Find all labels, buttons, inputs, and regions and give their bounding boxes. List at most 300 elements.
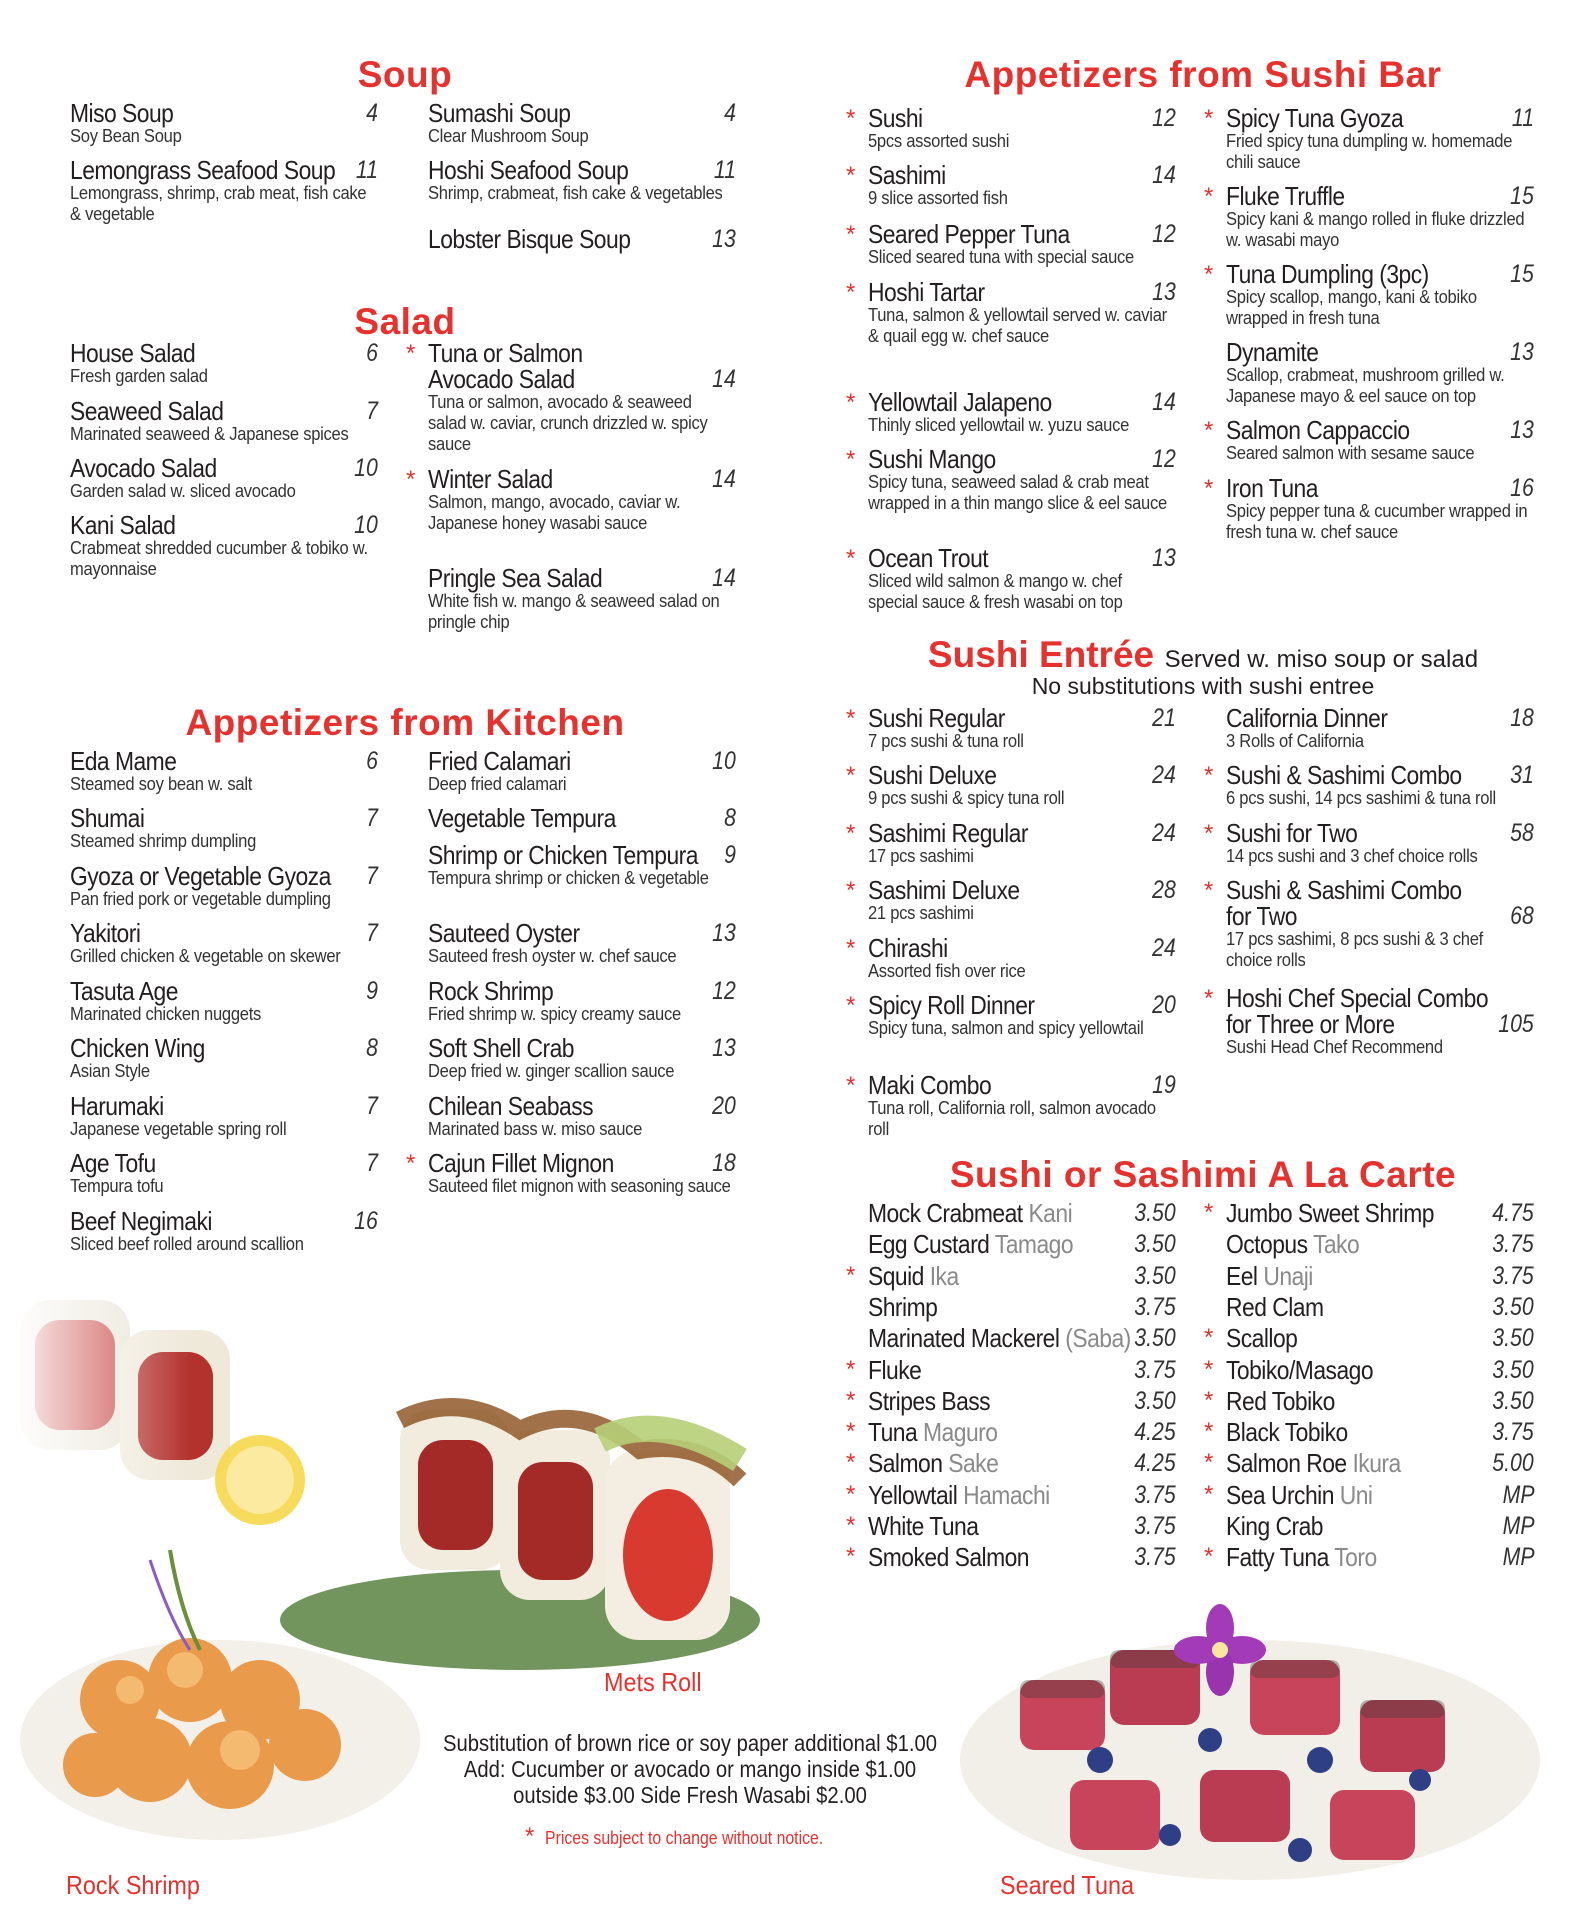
item-description: Fried shrimp w. spicy creamy sauce <box>428 1004 681 1024</box>
item-name: California Dinner <box>1226 703 1388 733</box>
entree-header <box>868 635 1538 675</box>
item-name: Pringle Sea Salad <box>428 563 603 593</box>
alacarte-item <box>846 1354 1176 1387</box>
recommend-star: * <box>846 389 856 416</box>
item-name: Sumashi Soup <box>428 98 571 128</box>
recommend-star: * <box>846 705 856 732</box>
alacarte-price: 3.75 <box>1134 1512 1176 1540</box>
recommend-star: * <box>1204 1418 1214 1446</box>
recommend-star: * <box>1204 820 1214 847</box>
item-name: Soft Shell Crab <box>428 1033 574 1063</box>
item-price: 16 <box>1510 474 1534 502</box>
seared-tuna-label: Seared Tuna <box>1000 1870 1135 1900</box>
menu-item <box>1204 415 1534 464</box>
alacarte-item <box>1204 1448 1534 1480</box>
alacarte-japanese-name: Ika <box>929 1260 959 1291</box>
alacarte-name-group <box>868 1481 1139 1509</box>
item-description: Tempura shrimp or chicken & vegetable <box>428 868 709 888</box>
menu-item <box>70 100 378 147</box>
item-description: Thinly sliced yellowtail w. yuzu sauce <box>868 415 1130 435</box>
alacarte-name: Tuna <box>868 1417 918 1448</box>
alacarte-name-group <box>1226 1230 1497 1258</box>
menu-item <box>846 933 1176 982</box>
item-description: Assorted fish over rice <box>868 961 1026 981</box>
menu-item <box>70 1093 378 1140</box>
item-price: 6 <box>366 747 378 775</box>
disclaimer-text: Prices subject to change without notice. <box>544 1828 824 1848</box>
entree-title: Sushi Entrée <box>927 634 1155 675</box>
item-name: Sushi for Two <box>1226 818 1358 848</box>
item-name: Eda Mame <box>70 746 177 776</box>
item-description: 7 pcs sushi & tuna roll <box>868 731 1024 751</box>
recommend-star: * <box>1204 1449 1214 1477</box>
item-price: 11 <box>1511 104 1534 132</box>
menu-item <box>846 387 1176 436</box>
alacarte-name: Shrimp <box>868 1291 938 1322</box>
recommend-star: * <box>406 340 416 367</box>
alacarte-name: Fluke <box>868 1354 922 1385</box>
recommend-star: * <box>846 1512 856 1539</box>
alacarte-name-group <box>868 1387 1139 1415</box>
recommend-star: * <box>846 1543 856 1571</box>
alacarte-name: Salmon <box>868 1448 943 1479</box>
item-price: 19 <box>1152 1071 1176 1099</box>
item-price: 14 <box>712 365 736 393</box>
item-description: Sushi Head Chef Recommend <box>1226 1037 1443 1057</box>
menu-item <box>846 160 1176 209</box>
menu-item <box>428 805 736 831</box>
alacarte-name: Marinated Mackerel <box>868 1323 1060 1354</box>
item-price: 15 <box>1510 182 1534 210</box>
item-price: 31 <box>1510 761 1534 789</box>
alacarte-price: 4.25 <box>1134 1418 1176 1447</box>
item-description: Sauteed fresh oyster w. chef sauce <box>428 946 677 966</box>
alacarte-name-group <box>1226 1481 1497 1509</box>
mets-roll-label: Mets Roll <box>604 1667 702 1697</box>
item-price: 18 <box>712 1149 736 1177</box>
recommend-star: * <box>1204 105 1214 132</box>
menu-item <box>428 920 736 967</box>
alacarte-name-group <box>868 1512 1139 1540</box>
alacarte-item <box>1226 1262 1534 1293</box>
menu-item <box>1204 875 1534 971</box>
item-description: 3 Rolls of California <box>1226 731 1364 751</box>
item-description: Spicy pepper tuna & cucumber wrapped in fresh tuna w. chef sauce <box>1226 501 1528 542</box>
alacarte-price: 3.50 <box>1134 1261 1176 1290</box>
alacarte-item <box>846 1542 1176 1574</box>
alacarte-name: King Crab <box>1226 1511 1323 1541</box>
recommend-star: * <box>1204 183 1214 210</box>
item-name: Chilean Seabass <box>428 1091 594 1121</box>
alacarte-price: MP <box>1502 1480 1534 1509</box>
alacarte-item <box>846 1385 1176 1418</box>
menu-item <box>406 464 736 534</box>
alacarte-name: Stripes Bass <box>868 1385 991 1416</box>
item-description: Salmon, mango, avocado, caviar w. Japanese honey wasabi sauce <box>428 492 681 533</box>
item-name: Rock Shrimp <box>428 976 554 1006</box>
item-name: Fried Calamari <box>428 746 571 776</box>
alacarte-price: 3.75 <box>1492 1230 1534 1259</box>
item-name: Iron Tuna <box>1226 473 1318 503</box>
item-name: Miso Soup <box>70 98 174 128</box>
item-description: Tempura tofu <box>70 1176 164 1196</box>
item-name: Hoshi Chef Special Combo <box>1226 983 1489 1013</box>
alacarte-price: 5.00 <box>1492 1449 1534 1478</box>
item-name: Tasuta Age <box>70 976 178 1006</box>
alacarte-price: 4.25 <box>1134 1449 1176 1478</box>
item-price: 7 <box>366 804 378 832</box>
menu-item <box>846 875 1176 924</box>
alacarte-name-group <box>868 1262 1139 1290</box>
item-name: Tuna or Salmon <box>428 338 583 368</box>
alacarte-item <box>846 1511 1176 1543</box>
item-price: 7 <box>366 397 378 425</box>
item-name: Beef Negimaki <box>70 1206 212 1236</box>
item-name: Salmon Cappaccio <box>1226 415 1410 445</box>
alacarte-name-group <box>868 1324 1139 1352</box>
recommend-star: * <box>1204 1324 1214 1352</box>
item-description: Sliced wild salmon & mango w. chef special sauce & fresh wasabi on top <box>868 571 1123 612</box>
alacarte-name: Eel <box>1226 1260 1258 1291</box>
alacarte-item <box>1226 1230 1534 1261</box>
alacarte-name: Tobiko/Masago <box>1226 1354 1374 1385</box>
item-description: 14 pcs sushi and 3 chef choice rolls <box>1226 846 1478 866</box>
item-description: Garden salad w. sliced avocado <box>70 481 296 501</box>
alacarte-name-group <box>1226 1418 1497 1446</box>
item-description: White fish w. mango & seaweed salad on pringle chip <box>428 591 720 632</box>
recommend-star: * <box>1204 1199 1214 1226</box>
alacarte-item <box>1204 1479 1534 1512</box>
item-price: 14 <box>712 465 736 493</box>
menu-item <box>1204 103 1534 173</box>
item-name-line2: Avocado Salad <box>428 364 575 394</box>
item-description: Spicy scallop, mango, kani & tobiko wrapped in fresh tuna <box>1226 287 1477 328</box>
alacarte-name: Jumbo Sweet Shrimp <box>1226 1198 1434 1228</box>
recommend-star: * <box>846 1261 856 1289</box>
menu-item <box>70 512 378 580</box>
item-description: 9 pcs sushi & spicy tuna roll <box>868 788 1065 808</box>
alacarte-item <box>868 1199 1176 1230</box>
alacarte-price: MP <box>1502 1543 1534 1572</box>
item-price: 13 <box>712 225 736 253</box>
alacarte-japanese-name: Unaji <box>1263 1260 1313 1291</box>
item-description: Japanese vegetable spring roll <box>70 1119 287 1139</box>
item-name: Lobster Bisque Soup <box>428 224 631 254</box>
item-description: Asian Style <box>70 1061 150 1081</box>
item-name: Seaweed Salad <box>70 396 224 426</box>
item-price: 24 <box>1152 819 1176 847</box>
sushibar-title: Appetizers from Sushi Bar <box>964 54 1442 95</box>
item-description: Clear Mushroom Soup <box>428 126 589 146</box>
alacarte-price: 3.75 <box>1492 1261 1534 1290</box>
recommend-star: * <box>846 545 856 572</box>
menu-item <box>846 444 1176 514</box>
alacarte-name: Salmon Roe <box>1226 1448 1347 1479</box>
item-description: Tuna or salmon, avocado & seaweed salad w. caviar, crunch drizzled w. spicy sauce <box>428 392 708 454</box>
item-description: Sauteed filet mignon with seasoning sauce <box>428 1176 731 1196</box>
recommend-star: * <box>1204 1355 1214 1383</box>
menu-item <box>428 226 736 252</box>
item-description: Deep fried calamari <box>428 774 567 794</box>
alacarte-item <box>846 1479 1176 1512</box>
footer-note <box>435 1730 945 1808</box>
item-description: 17 pcs sashimi <box>868 846 974 866</box>
item-name: Age Tofu <box>70 1148 156 1178</box>
item-name: Sushi <box>868 103 923 133</box>
entree-subtitle: Served w. miso soup or salad <box>1164 646 1479 673</box>
item-description: Sliced beef rolled around scallion <box>70 1234 304 1254</box>
menu-item <box>846 818 1176 867</box>
alacarte-name: Egg Custard <box>868 1229 990 1260</box>
menu-item <box>846 103 1176 152</box>
alacarte-item <box>846 1260 1176 1293</box>
item-price: 13 <box>712 1034 736 1062</box>
menu-item <box>1204 818 1534 867</box>
recommend-star: * <box>846 762 856 789</box>
item-description: Soy Bean Soup <box>70 126 182 146</box>
item-price: 12 <box>1152 104 1176 132</box>
item-name: Chicken Wing <box>70 1033 205 1063</box>
alacarte-price: 3.50 <box>1492 1292 1534 1321</box>
alacarte-item <box>1204 1354 1534 1387</box>
alacarte-section <box>846 1154 1538 1575</box>
footer-line-2: Add: Cucumber or avocado or mango inside $1.00 <box>463 1756 917 1782</box>
menu-item <box>846 277 1176 347</box>
alacarte-name: White Tuna <box>868 1511 979 1541</box>
alacarte-item <box>1204 1542 1534 1574</box>
item-name: Tuna Dumpling (3pc) <box>1226 259 1429 289</box>
item-name: Hoshi Seafood Soup <box>428 155 629 185</box>
menu-item <box>846 1070 1176 1140</box>
item-description: Steamed shrimp dumpling <box>70 831 257 851</box>
salad-title: Salad <box>354 301 456 342</box>
alacarte-name: Squid <box>868 1260 924 1291</box>
alacarte-name: Sea Urchin <box>1226 1479 1334 1510</box>
item-price: 105 <box>1498 1010 1534 1038</box>
item-description: Spicy kani & mango rolled in fluke drizzled w. wasabi mayo <box>1226 209 1525 250</box>
item-name: Vegetable Tempura <box>428 803 616 833</box>
menu-item <box>70 805 378 852</box>
kitchen-section <box>70 703 740 1263</box>
alacarte-item <box>1226 1293 1534 1324</box>
item-price: 13 <box>1510 338 1534 366</box>
recommend-star: * <box>1204 762 1214 789</box>
entree-section <box>846 634 1538 1145</box>
alacarte-name-group <box>1226 1449 1497 1477</box>
item-price: 13 <box>1510 416 1534 444</box>
alacarte-price: 3.50 <box>1134 1324 1176 1353</box>
alacarte-name-group <box>1226 1262 1497 1290</box>
item-description: Grilled chicken & vegetable on skewer <box>70 946 341 966</box>
item-name: Hoshi Tartar <box>868 277 985 307</box>
alacarte-item <box>1204 1323 1534 1355</box>
alacarte-name: Mock Crabmeat <box>868 1198 1023 1228</box>
item-name: Sushi Mango <box>868 444 996 474</box>
recommend-star: * <box>846 1355 856 1383</box>
alacarte-name: Red Tobiko <box>1226 1385 1335 1416</box>
item-price: 14 <box>712 564 736 592</box>
item-description: Steamed soy bean w. salt <box>70 774 253 794</box>
item-description: 9 slice assorted fish <box>868 188 1008 208</box>
menu-item <box>846 219 1176 268</box>
soup-section <box>70 55 740 275</box>
item-name: Dynamite <box>1226 337 1319 367</box>
item-description: Spicy tuna, salmon and spicy yellowtail <box>868 1018 1144 1038</box>
alacarte-name-group <box>1226 1293 1497 1321</box>
item-price: 8 <box>724 804 736 832</box>
item-name: Sushi Deluxe <box>868 760 997 790</box>
item-price: 13 <box>1152 544 1176 572</box>
item-description: 21 pcs sashimi <box>868 903 974 923</box>
recommend-star: * <box>846 820 856 847</box>
soup-title: Soup <box>357 54 453 95</box>
recommend-star: * <box>1204 1480 1214 1508</box>
item-price: 16 <box>354 1207 378 1235</box>
item-price: 13 <box>712 919 736 947</box>
menu-item <box>70 455 378 502</box>
item-price: 14 <box>1152 388 1176 416</box>
alacarte-price: 3.50 <box>1492 1386 1534 1415</box>
sushibar-section <box>846 54 1538 625</box>
item-description: Scallop, crabmeat, mushroom grilled w. Japanese mayo & eel sauce on top <box>1226 365 1505 406</box>
alacarte-name-group <box>868 1293 1139 1321</box>
item-price: 9 <box>366 977 378 1005</box>
alacarte-name-group <box>1226 1356 1497 1384</box>
item-name: Yakitori <box>70 918 141 948</box>
recommend-star: * <box>846 992 856 1019</box>
item-name: Sushi Regular <box>868 703 1005 733</box>
rock-shrimp-label: Rock Shrimp <box>66 1870 200 1900</box>
menu-item <box>428 1035 736 1082</box>
menu-item <box>70 863 378 910</box>
item-name: Seared Pepper Tuna <box>868 219 1070 249</box>
item-description: Marinated seaweed & Japanese spices <box>70 424 349 444</box>
menu-item <box>846 990 1176 1039</box>
menu-item <box>70 157 378 225</box>
menu-item <box>1226 339 1534 407</box>
menu-item <box>428 1093 736 1140</box>
menu-item <box>1226 705 1534 752</box>
item-name: House Salad <box>70 338 196 368</box>
item-price: 24 <box>1152 761 1176 789</box>
alacarte-japanese-name: Uni <box>1339 1479 1373 1510</box>
item-name: Sashimi Regular <box>868 818 1028 848</box>
alacarte-price: 3.50 <box>1134 1230 1176 1259</box>
menu-item <box>70 398 378 445</box>
item-description: Fried spicy tuna dumpling w. homemade chili sauce <box>1226 131 1513 172</box>
item-price: 12 <box>1152 445 1176 473</box>
alacarte-name-group <box>868 1418 1139 1446</box>
item-price: 4 <box>724 99 736 127</box>
item-name: Avocado Salad <box>70 453 217 483</box>
menu-item <box>428 100 736 147</box>
recommend-star: * <box>406 1150 416 1177</box>
item-name: Harumaki <box>70 1091 164 1121</box>
item-name: Fluke Truffle <box>1226 181 1345 211</box>
item-description: Crabmeat shredded cucumber & tobiko w. mayonnaise <box>70 538 368 579</box>
recommend-star: * <box>846 162 856 189</box>
item-description: 5pcs assorted sushi <box>868 131 1010 151</box>
menu-item <box>428 565 736 633</box>
item-description: Lemongrass, shrimp, crab meat, fish cake & vegetable <box>70 183 367 224</box>
item-price: 7 <box>366 862 378 890</box>
alacarte-name-group <box>868 1230 1139 1258</box>
menu-item <box>1204 760 1534 809</box>
item-name: Cajun Fillet Mignon <box>428 1148 614 1178</box>
alacarte-item <box>1204 1385 1534 1418</box>
item-price: 10 <box>712 747 736 775</box>
alacarte-price: 3.50 <box>1492 1355 1534 1384</box>
alacarte-price: 3.75 <box>1134 1292 1176 1321</box>
recommend-star: * <box>1204 985 1214 1012</box>
recommend-star: * <box>846 935 856 962</box>
alacarte-japanese-name: Sake <box>948 1448 999 1479</box>
recommend-star: * <box>1204 1386 1214 1414</box>
item-description: 17 pcs sashimi, 8 pcs sushi & 3 chef choice rolls <box>1226 929 1483 970</box>
alacarte-item <box>1204 1198 1534 1230</box>
item-price: 14 <box>1152 161 1176 189</box>
item-description: Tuna, salmon & yellowtail served w. caviar & quail egg w. chef sauce <box>868 305 1167 346</box>
alacarte-price: 3.75 <box>1134 1480 1176 1509</box>
item-name-line2: for Two <box>1226 901 1297 931</box>
menu-item <box>1204 473 1534 543</box>
alacarte-price: MP <box>1502 1512 1534 1540</box>
item-price: 13 <box>1152 278 1176 306</box>
footer-line-1: Substitution of brown rice or soy paper additional $1.00 <box>443 1730 937 1756</box>
kitchen-title: Appetizers from Kitchen <box>185 702 625 743</box>
footer-disclaimer <box>525 1823 861 1851</box>
item-name: Shumai <box>70 803 145 833</box>
alacarte-price: 3.50 <box>1134 1386 1176 1415</box>
menu-item <box>406 1148 736 1197</box>
menu-item <box>70 1208 378 1255</box>
alacarte-japanese-name: Tamago <box>994 1229 1074 1260</box>
item-description: Shrimp, crabmeat, fish cake & vegetables <box>428 183 723 203</box>
item-name: Yellowtail Jalapeno <box>868 387 1052 417</box>
alacarte-name-group <box>868 1543 1139 1571</box>
item-name: Sashimi Deluxe <box>868 875 1020 905</box>
item-price: 12 <box>712 977 736 1005</box>
alacarte-japanese-name: (Saba) <box>1065 1323 1131 1354</box>
item-name: Maki Combo <box>868 1070 992 1100</box>
item-price: 7 <box>366 919 378 947</box>
item-name: Winter Salad <box>428 464 553 494</box>
alacarte-name-group <box>868 1449 1139 1477</box>
menu-item <box>428 978 736 1025</box>
menu-item <box>1204 983 1534 1058</box>
alacarte-name-group <box>868 1356 1139 1384</box>
alacarte-name: Smoked Salmon <box>868 1542 1030 1573</box>
item-description: Tuna roll, California roll, salmon avocado roll <box>868 1098 1156 1139</box>
item-price: 68 <box>1510 902 1534 930</box>
alacarte-price: 3.75 <box>1492 1418 1534 1447</box>
recommend-star: * <box>846 1480 856 1508</box>
alacarte-title: Sushi or Sashimi A La Carte <box>949 1154 1457 1195</box>
recommend-star: * <box>1204 877 1214 904</box>
menu-item <box>406 338 736 455</box>
alacarte-japanese-name: Maguro <box>923 1417 998 1448</box>
item-description: Fresh garden salad <box>70 366 208 386</box>
recommend-star: * <box>846 877 856 904</box>
menu-item <box>70 1035 378 1082</box>
alacarte-name-group <box>1226 1512 1497 1540</box>
menu-item <box>846 543 1176 613</box>
alacarte-item <box>868 1324 1176 1355</box>
recommend-star: * <box>846 1386 856 1414</box>
alacarte-name-group <box>868 1199 1139 1227</box>
recommend-star: * <box>846 446 856 473</box>
alacarte-name: Red Clam <box>1226 1291 1324 1322</box>
